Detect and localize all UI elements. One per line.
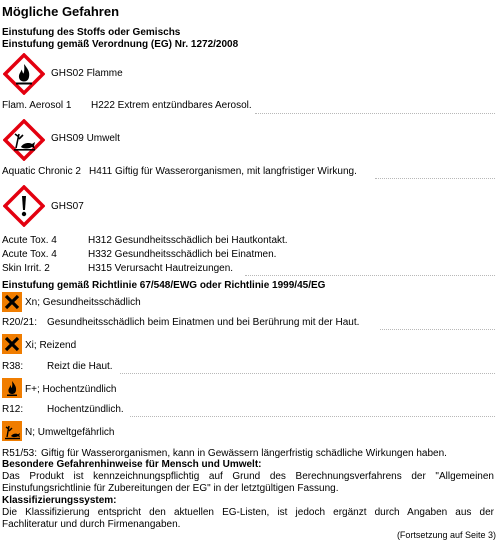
classification-system-text: Fachliteratur und durch Firmenangaben.: [2, 519, 181, 530]
ghs09-label: GHS09 Umwelt: [51, 133, 120, 144]
hazard-statement: H315 Verursacht Hautreizungen.: [88, 263, 234, 274]
dotted-divider: [255, 113, 495, 114]
continuation-note: (Fortsetzung auf Seite 3): [396, 530, 496, 540]
environment-pictogram-icon: [3, 119, 45, 161]
flame-pictogram-icon: [3, 53, 45, 95]
risk-phrase: Gesundheitsschädlich beim Einatmen und bei Berührung mit der Haut.: [47, 317, 360, 328]
symbol-label: F+; Hochentzündlich: [25, 384, 117, 395]
hazard-class: Aquatic Chronic 2: [2, 166, 81, 177]
risk-phrase: Hochentzündlich.: [47, 404, 124, 415]
dotted-divider: [130, 416, 495, 417]
risk-code: R51/53:: [2, 448, 38, 459]
special-hazards-text: Einstufungsrichtlinie für Zubereitungen der EG" in der letztgültigen Fassung.: [2, 483, 339, 494]
symbol-label: Xi; Reizend: [25, 340, 77, 351]
regulation-heading: Einstufung gemäß Verordnung (EG) Nr. 1272/2008: [2, 39, 239, 50]
dotted-divider: [245, 275, 495, 276]
risk-code: R12:: [2, 404, 24, 415]
risk-phrase: Giftig für Wasserorganismen, kann in Gewässern längerfristig schädliche Wirkungen haben.: [41, 448, 447, 459]
hazard-statement: H411 Giftig für Wasserorganismen, mit langfristiger Wirkung.: [89, 166, 357, 177]
symbol-label: N; Umweltgefährlich: [25, 427, 115, 438]
directive-heading: Einstufung gemäß Richtlinie 67/548/EWG oder Richtlinie 1999/45/EG: [2, 280, 326, 291]
exclamation-pictogram-icon: [3, 185, 45, 227]
special-hazards-text: Das Produkt ist kennzeichnungspflichtig auf Grund des Berechnungsverfahrens der "Allgemeinen: [2, 471, 494, 482]
hazard-statement: H222 Extrem entzündbares Aerosol.: [91, 100, 252, 111]
classification-system-heading: Klassifizierungssystem:: [2, 495, 117, 506]
hazard-class: Flam. Aerosol 1: [2, 100, 72, 111]
irritant-cross-icon: [2, 334, 22, 354]
hazard-class: Acute Tox. 4: [2, 235, 57, 246]
risk-code: R38:: [2, 361, 24, 372]
special-hazards-heading: Besondere Gefahrenhinweise für Mensch und Umwelt:: [2, 459, 262, 470]
ghs02-label: GHS02 Flamme: [51, 68, 123, 79]
ghs07-label: GHS07: [51, 201, 84, 212]
classification-heading: Einstufung des Stoffs oder Gemischs: [2, 27, 181, 38]
dotted-divider: [120, 373, 495, 374]
risk-code: R20/21:: [2, 317, 38, 328]
hazard-statement: H332 Gesundheitsschädlich bei Einatmen.: [88, 249, 277, 260]
symbol-label: Xn; Gesundheitsschädlich: [25, 297, 141, 308]
flame-symbol-icon: [2, 378, 22, 398]
harmful-cross-icon: [2, 292, 22, 312]
page-title: Mögliche Gefahren: [2, 4, 120, 19]
hazard-class: Skin Irrit. 2: [2, 263, 50, 274]
hazard-class: Acute Tox. 4: [2, 249, 57, 260]
risk-phrase: Reizt die Haut.: [47, 361, 113, 372]
classification-system-text: Die Klassifizierung entspricht den aktuellen EG-Listen, ist jedoch ergänzt durch Angaben aus der: [2, 507, 494, 518]
dotted-divider: [375, 178, 495, 179]
environment-symbol-icon: [2, 421, 22, 441]
dotted-divider: [380, 329, 495, 330]
hazard-statement: H312 Gesundheitsschädlich bei Hautkontakt.: [88, 235, 288, 246]
